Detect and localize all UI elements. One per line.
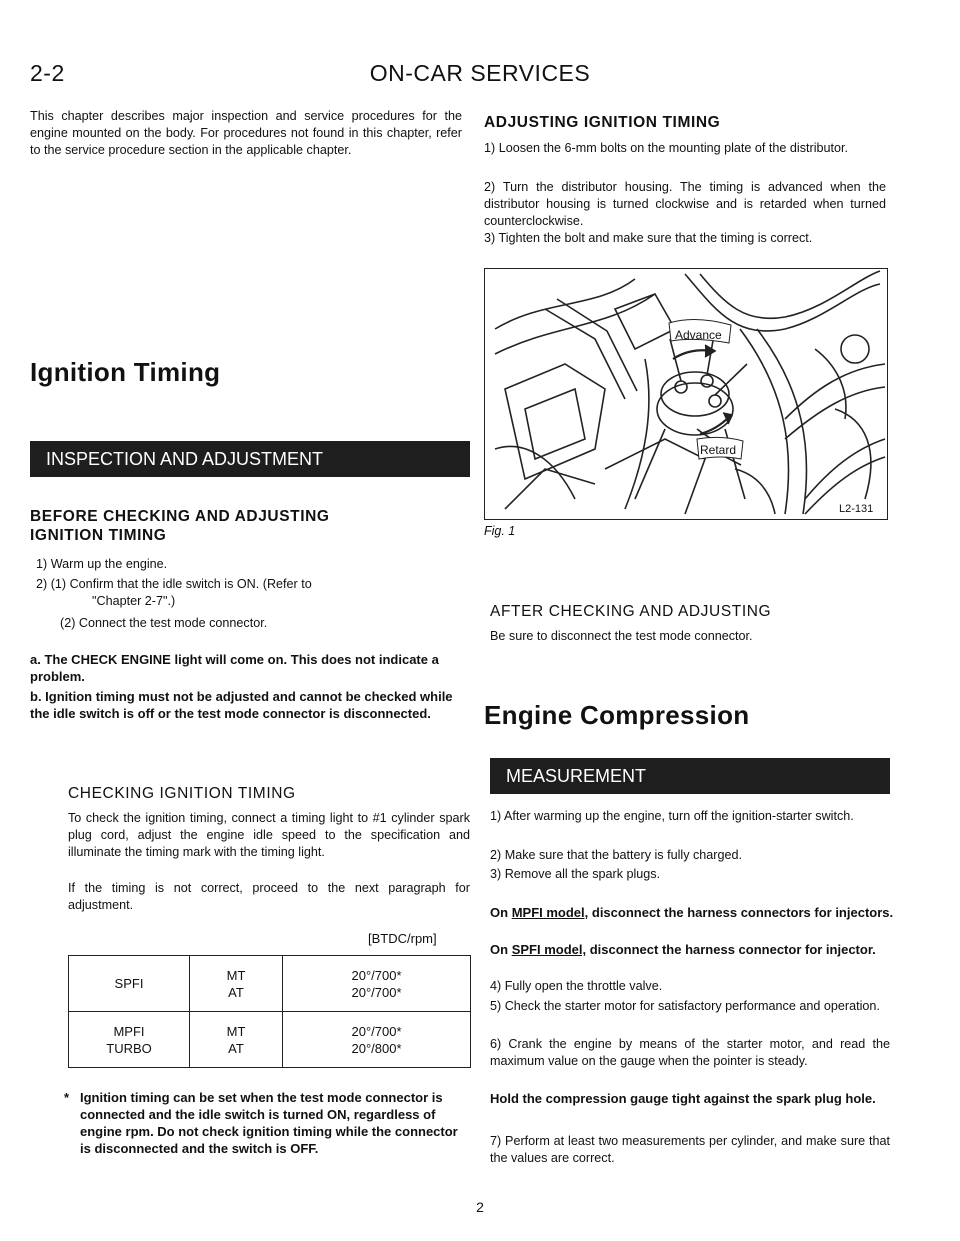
table-row (69, 1012, 471, 1068)
spfi-note: On SPFI model, disconnect the harness connector for injector. (490, 942, 876, 957)
timing-spec-table (68, 955, 471, 1068)
engine-line-drawing (485, 269, 887, 519)
table-cell-transmission: MT AT (190, 956, 283, 1012)
before-step-2c: (2) Connect the test mode connector. (60, 616, 268, 630)
compression-step-1: 1) After warming up the engine, turn off the ignition-starter switch. (490, 809, 854, 823)
page-number: 2 (476, 1199, 484, 1215)
adjusting-step-3: 3) Tighten the bolt and make sure that the timing is correct. (484, 231, 813, 245)
after-heading: AFTER CHECKING AND ADJUSTING (490, 603, 772, 620)
compression-gauge-note: Hold the compression gauge tight against the spark plug hole. (490, 1091, 876, 1106)
checking-paragraph-1: To check the ignition timing, connect a timing light to #1 cylinder spark plug cord, adjust the engine idle speed to the specification and illuminate the timing mark with the timing light. (68, 811, 470, 859)
compression-step-5: 5) Check the starter motor for satisfactory performance and operation. (490, 999, 880, 1013)
adjusting-heading: ADJUSTING IGNITION TIMING (484, 114, 721, 131)
note-a: a. The CHECK ENGINE light will come on. This does not indicate a problem. (30, 652, 439, 684)
advance-label: Advance (675, 328, 722, 342)
footnote-text: Ignition timing can be set when the test mode connector is connected and the idle switch is turned ON, regardless of engine rpm. Do not check ignition timing while the connector is disconnected and the switch is OFF. (80, 1090, 458, 1156)
checking-heading: CHECKING IGNITION TIMING (68, 785, 296, 802)
after-text: Be sure to disconnect the test mode connector. (490, 629, 753, 643)
compression-step-3: 3) Remove all the spark plugs. (490, 867, 661, 881)
table-cell-model: SPFI (69, 956, 190, 1012)
inspection-banner: INSPECTION AND ADJUSTMENT (30, 441, 470, 477)
table-cell-model: MPFI TURBO (69, 1012, 190, 1068)
note-b: b. Ignition timing must not be adjusted and cannot be checked while the idle switch is off or the test mode connector is disconnected. (30, 689, 453, 721)
adjusting-step-1: 1) Loosen the 6-mm bolts on the mounting plate of the distributor. (484, 141, 849, 155)
figure-code: L2-131 (839, 503, 874, 515)
retard-label: Retard (700, 443, 737, 457)
adjusting-step-2: 2) Turn the distributor housing. The timing is advanced when the distributor housing is turned clockwise and is retarded when turned counterclockwise. (484, 180, 886, 228)
page-id: 2-2 (30, 60, 65, 86)
before-step-2a: 2) (1) Confirm that the idle switch is ON. (Refer to (36, 577, 312, 591)
ignition-timing-title: Ignition Timing (30, 357, 221, 387)
before-heading-line1: BEFORE CHECKING AND ADJUSTING (30, 508, 330, 525)
compression-step-6: 6) Crank the engine by means of the starter motor, and read the maximum value on the gauge when the pointer is steady. (490, 1037, 890, 1068)
table-cell-timing: 20°/700* 20°/700* (283, 956, 471, 1012)
timing-unit: [BTDC/rpm] (368, 931, 437, 946)
table-cell-transmission: MT AT (190, 1012, 283, 1068)
figure-caption: Fig. 1 (484, 524, 516, 538)
section-title: ON-CAR SERVICES (369, 60, 591, 86)
mpfi-note: On MPFI model, disconnect the harness connectors for injectors. (490, 905, 894, 920)
checking-paragraph-2: If the timing is not correct, proceed to the next paragraph for adjustment. (68, 881, 470, 912)
intro-paragraph: This chapter describes major inspection and service procedures for the engine mounted on the body. For procedures not found in this chapter, refer to the service procedure section in the applicable chapter. (30, 109, 462, 157)
compression-step-2: 2) Make sure that the battery is fully charged. (490, 848, 742, 862)
before-step-2b: "Chapter 2-7".) (92, 594, 176, 608)
compression-step-7: 7) Perform at least two measurements per cylinder, and make sure that the values are correct. (490, 1134, 890, 1165)
before-heading-line2: IGNITION TIMING (30, 527, 167, 544)
before-step-1: 1) Warm up the engine. (36, 557, 168, 571)
distributor-figure (484, 268, 888, 520)
compression-step-4: 4) Fully open the throttle valve. (490, 979, 663, 993)
table-row (69, 956, 471, 1012)
table-cell-timing: 20°/700* 20°/800* (283, 1012, 471, 1068)
footnote-mark: * (64, 1090, 70, 1105)
measurement-banner: MEASUREMENT (490, 758, 890, 794)
engine-compression-title: Engine Compression (484, 700, 750, 730)
